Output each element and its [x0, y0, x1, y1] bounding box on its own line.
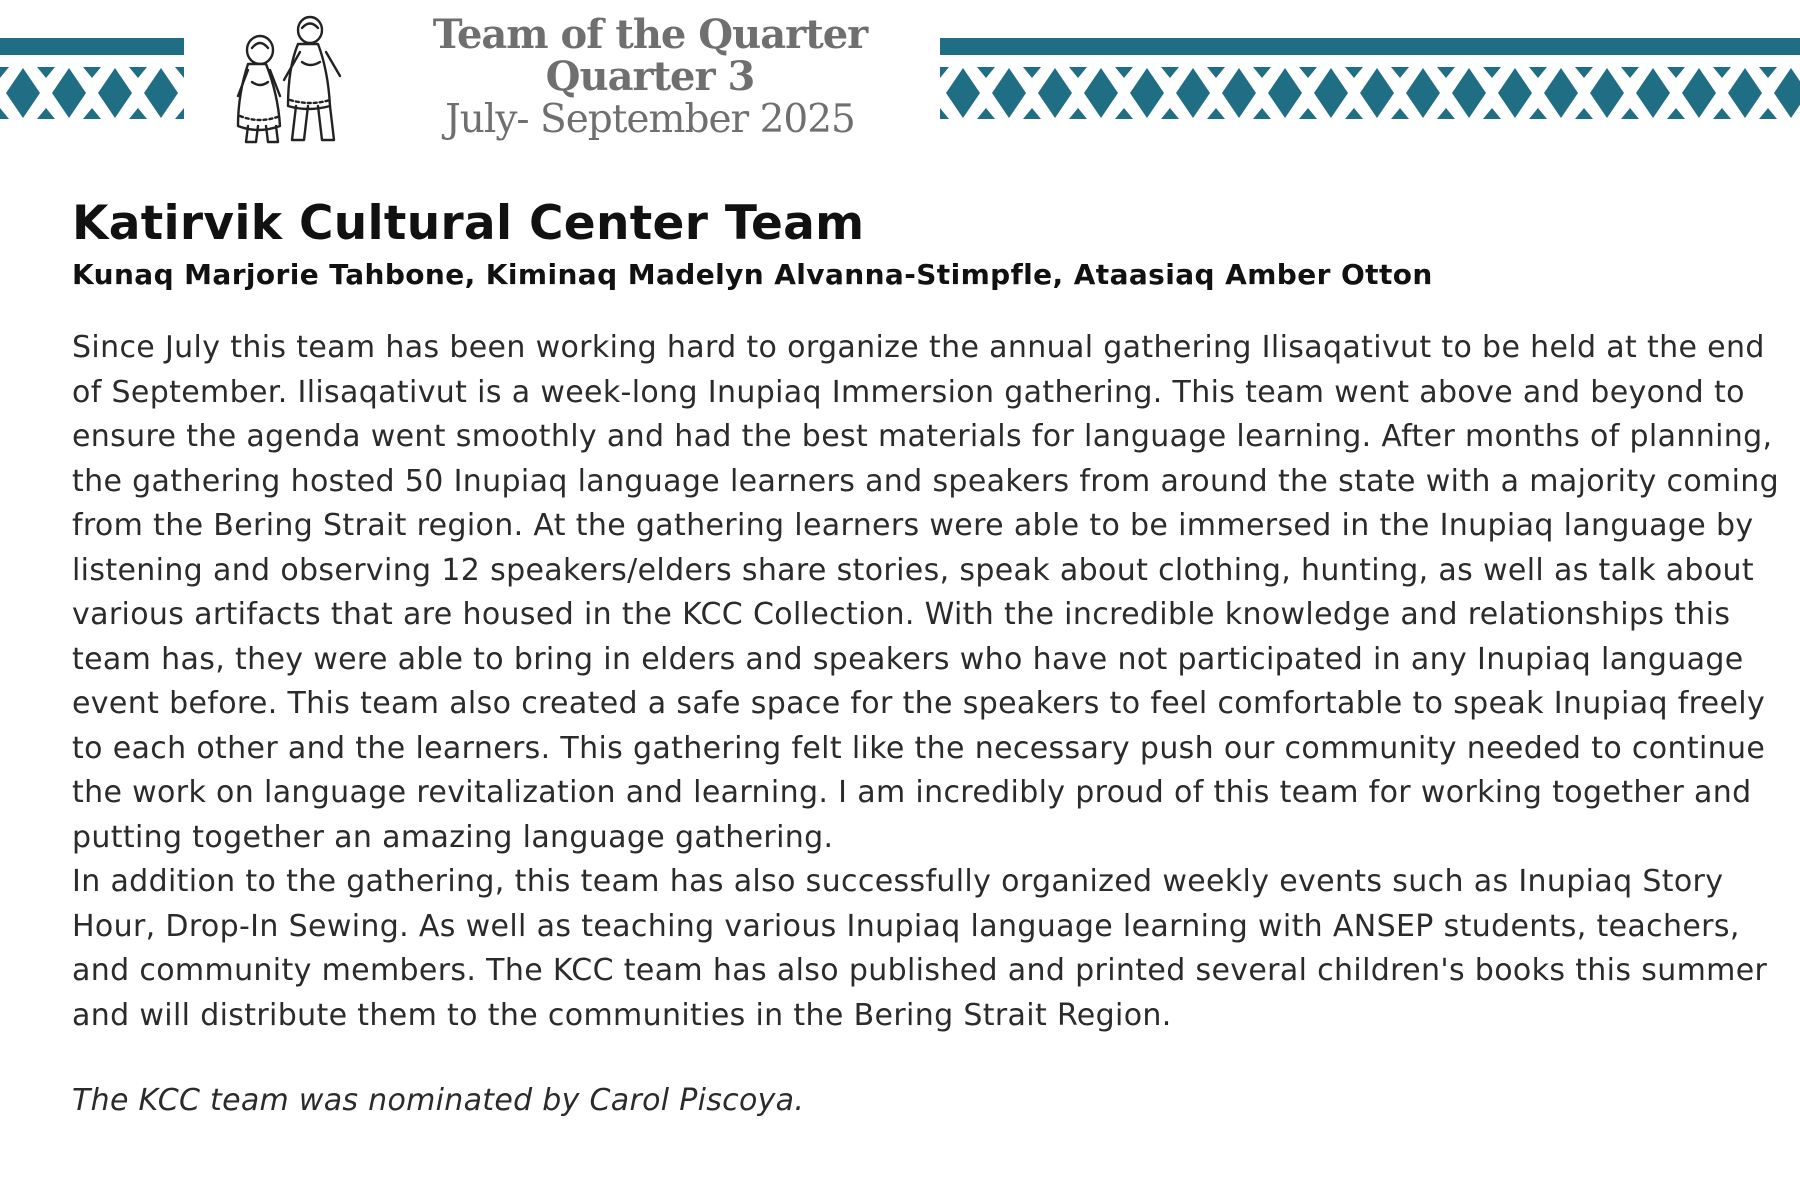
right-diamond-pattern — [940, 64, 1800, 122]
team-name: Katirvik Cultural Center Team — [72, 196, 865, 251]
header-dates: July- September 2025 — [445, 97, 855, 142]
header-block — [420, 11, 880, 142]
header-quarter: Quarter 3 — [545, 53, 755, 100]
header-title: Team of the Quarter — [432, 11, 868, 58]
left-diamond-pattern — [0, 64, 184, 122]
body-paragraph: In addition to the gathering, this team has also successfully organized weekly events such as Inupiaq Story Hour, Drop-In Sewing. As well as teaching various Inupiaq language learning with ANSEP students, teachers, and community members. The KCC team has also published and printed several children's books this summer and will distribute them to the communities in the Bering Strait Region. — [72, 864, 1768, 1033]
nomination-note: The KCC team was nominated by Carol Piscoya. — [72, 1083, 805, 1118]
right-border-band — [940, 38, 1800, 122]
right-border-bar — [940, 38, 1800, 55]
left-border-bar — [0, 38, 184, 55]
body-paragraph: Since July this team has been working hard to organize the annual gathering Ilisaqativut to be held at the end of September. Ilisaqativut is a week-long Inupiaq Immersion gathering. This team went above and beyond to ensure the agenda went smoothly and had the best materials for language learning. After months of planning, the gathering hosted 50 Inupiaq language learners and speakers from around the state with a majority coming from the Bering Strait region. At the gathering learners were able to be immersed in the Inupiaq language by listening and observing 12 speakers/elders share stories, speak about clothing, hunting, as well as talk about various artifacts that are housed in the KCC Collection. With the incredible knowledge and relationships this team has, they were able to bring in elders and speakers who have not participated in any Inupiaq language event before. This team also created a safe space for the speakers to feel comfortable to speak Inupiaq freely to each other and the learners. This gathering felt like the necessary push our community needed to continue the work on language revitalization and learning. I am incredibly proud of this team for working together and putting together an amazing language gathering. — [72, 330, 1780, 855]
team-members: Kunaq Marjorie Tahbone, Kiminaq Madelyn Alvanna-Stimpfle, Ataasiaq Amber Otton — [72, 258, 1433, 291]
two-figures-in-parkas-icon — [222, 8, 350, 148]
body-text — [72, 326, 1782, 1038]
left-border-band — [0, 38, 184, 122]
